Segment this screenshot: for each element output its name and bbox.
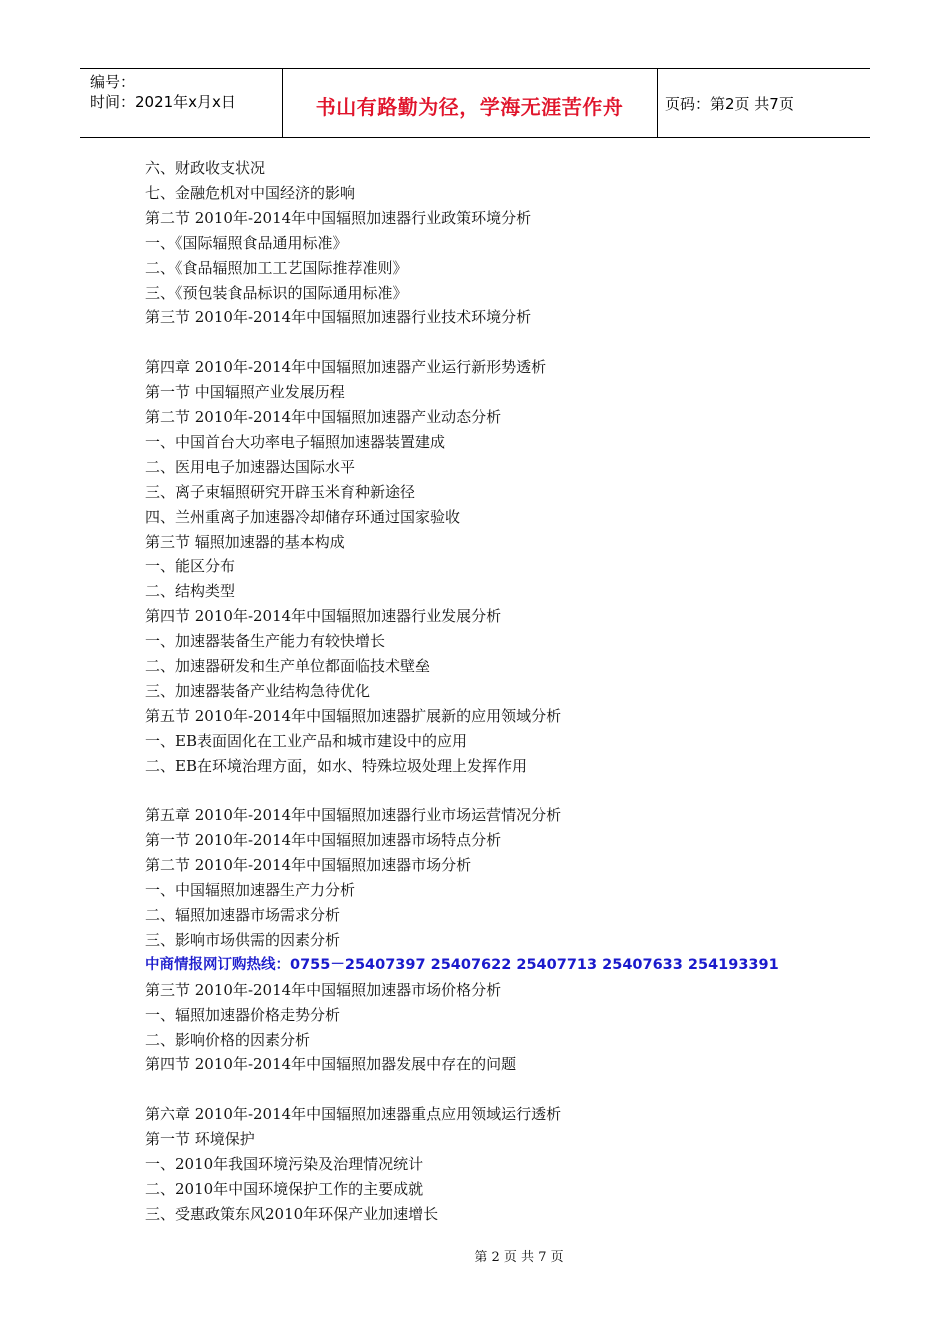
toc-line: 七、金融危机对中国经济的影响 <box>145 183 356 202</box>
toc-line: 二、影响价格的因素分析 <box>145 1030 311 1049</box>
toc-line: 第四节 2010年-2014年中国辐照加速器行业发展分析 <box>145 607 502 626</box>
toc-line: 二、辐照加速器市场需求分析 <box>145 906 341 924</box>
toc-line: 三、离子束辐照研究开辟玉米育种新途径 <box>145 482 416 501</box>
page-header <box>80 68 870 138</box>
toc-line: 第三节 2010年-2014年中国辐照加速器市场价格分析 <box>145 980 502 999</box>
toc-line: 二、医用电子加速器达国际水平 <box>145 457 356 476</box>
toc-line: 第六章 2010年-2014年中国辐照加速器重点应用领域运行透析 <box>145 1105 562 1124</box>
toc-line: 第三节 辐照加速器的基本构成 <box>145 532 345 551</box>
toc-line: 四、兰州重离子加速器冷却储存环通过国家验收 <box>145 507 461 526</box>
toc-line: 二、EB在环境治理方面，如水、特殊垃圾处理上发挥作用 <box>145 756 527 775</box>
toc-line: 第二节 2010年-2014年中国辐照加速器行业政策环境分析 <box>145 208 532 227</box>
toc-line: 一、中国首台大功率电子辐照加速器装置建成 <box>145 432 446 451</box>
document-number-label: 编号： <box>90 73 136 91</box>
toc-line: 一、辐照加速器价格走势分析 <box>145 1005 341 1024</box>
toc-line: 一、能区分布 <box>145 557 236 576</box>
toc-line: 六、财政收支状况 <box>145 159 266 177</box>
toc-line: 二、结构类型 <box>145 582 236 601</box>
toc-line: 三、《预包装食品标识的国际通用标准》 <box>145 283 408 302</box>
header-meta-cell <box>80 69 283 137</box>
toc-line: 一、中国辐照加速器生产力分析 <box>145 881 356 900</box>
toc-line: 第二节 2010年-2014年中国辐照加速器产业动态分析 <box>145 408 502 426</box>
toc-line: 一、《国际辐照食品通用标准》 <box>145 233 348 252</box>
toc-line: 第四章 2010年-2014年中国辐照加速器产业运行新形势透析 <box>145 358 547 377</box>
header-motto: 书山有路勤为径，学海无涯苦作舟 <box>315 95 624 119</box>
toc-line: 二、加速器研发和生产单位都面临技术壁垒 <box>145 657 431 675</box>
toc-line: 第一节 2010年-2014年中国辐照加速器市场特点分析 <box>145 831 502 850</box>
page-footer: 第 2 页 共 7 页 <box>474 1250 564 1265</box>
header-page-cell <box>657 69 870 137</box>
toc-line: 第五节 2010年-2014年中国辐照加速器扩展新的应用领域分析 <box>145 706 562 725</box>
toc-line: 第一节 中国辐照产业发展历程 <box>145 383 345 402</box>
toc-line: 三、受惠政策东风2010年环保产业加速增长 <box>145 1204 439 1223</box>
toc-line: 第四节 2010年-2014年中国辐照加器发展中存在的问题 <box>145 1055 517 1074</box>
toc-line: 第三节 2010年-2014年中国辐照加速器行业技术环境分析 <box>145 308 532 327</box>
toc-line: 一、加速器装备生产能力有较快增长 <box>145 632 386 651</box>
toc-line: 三、影响市场供需的因素分析 <box>145 930 341 949</box>
toc-line: 二、《食品辐照加工工艺国际推荐准则》 <box>145 258 408 277</box>
toc-line: 第一节 环境保护 <box>145 1130 255 1149</box>
toc-line: 三、加速器装备产业结构急待优化 <box>145 681 371 700</box>
toc-line: 第二节 2010年-2014年中国辐照加速器市场分析 <box>145 856 472 875</box>
hotline-line: 中商情报网订购热线：0755－25407397 25407622 25407713 25407633 254193391 <box>145 956 779 973</box>
toc-line: 第五章 2010年-2014年中国辐照加速器行业市场运营情况分析 <box>145 806 562 825</box>
toc-line: 一、2010年我国环境污染及治理情况统计 <box>145 1155 424 1173</box>
header-motto-cell <box>282 69 658 137</box>
document-time-label: 时间：2021年x月x日 <box>90 93 236 111</box>
header-page-code: 页码：第2页 共7页 <box>665 95 794 113</box>
toc-line: 二、2010年中国环境保护工作的主要成就 <box>145 1179 424 1198</box>
toc-line: 一、EB表面固化在工业产品和城市建设中的应用 <box>145 731 467 750</box>
